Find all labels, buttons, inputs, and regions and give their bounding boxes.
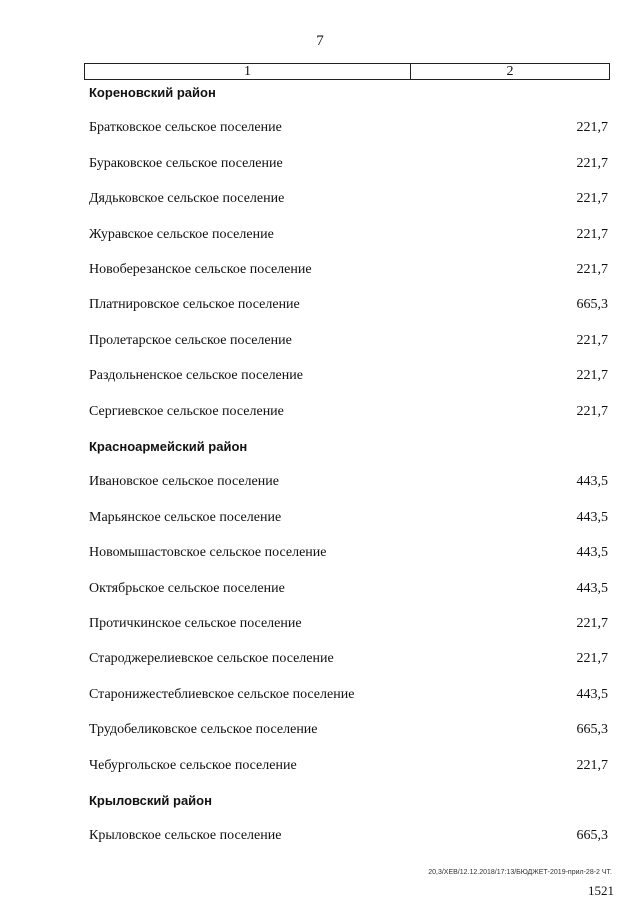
settlement-name: Новоберезанское сельское поселение bbox=[89, 262, 312, 277]
settlement-value: 443,5 bbox=[576, 580, 608, 596]
settlement-value: 221,7 bbox=[576, 368, 608, 384]
settlement-name: Раздольненское сельское поселение bbox=[89, 368, 303, 384]
settlement-name: Журавское сельское поселение bbox=[89, 226, 274, 242]
settlement-value: 221,7 bbox=[576, 616, 608, 631]
settlement-name: Октябрьское сельское поселение bbox=[89, 580, 285, 596]
table-row bbox=[89, 615, 608, 633]
table-row bbox=[89, 650, 608, 668]
settlement-name: Новомышастовское сельское поселение bbox=[89, 545, 327, 561]
district-heading bbox=[89, 84, 608, 102]
district-name: Красноармейский район bbox=[89, 439, 248, 454]
table-row bbox=[89, 226, 608, 244]
settlement-value: 221,7 bbox=[576, 651, 608, 667]
settlement-value: 221,7 bbox=[576, 262, 608, 277]
header-col-2: 2 bbox=[506, 64, 514, 79]
page-number: 7 bbox=[316, 33, 324, 49]
settlement-name: Бураковское сельское поселение bbox=[89, 155, 283, 171]
settlement-value: 221,7 bbox=[576, 332, 608, 348]
settlement-name: Трудобеликовское сельское поселение bbox=[89, 722, 318, 738]
settlement-name: Ивановское сельское поселение bbox=[89, 474, 279, 490]
table-row bbox=[89, 367, 608, 385]
settlement-value: 443,5 bbox=[576, 686, 608, 702]
settlement-name: Платнировское сельское поселение bbox=[89, 297, 300, 313]
table-row bbox=[89, 686, 608, 704]
table-row bbox=[89, 544, 608, 562]
settlement-value: 221,7 bbox=[576, 155, 608, 171]
district-heading bbox=[89, 438, 608, 456]
settlement-value: 221,7 bbox=[576, 757, 608, 773]
table-row bbox=[89, 261, 608, 279]
table-row bbox=[89, 332, 608, 350]
district-name: Крыловский район bbox=[89, 793, 212, 808]
settlement-value: 443,5 bbox=[576, 545, 608, 561]
table-row bbox=[89, 721, 608, 739]
settlement-value: 221,7 bbox=[576, 120, 608, 136]
settlement-value: 221,7 bbox=[576, 403, 608, 419]
table-row bbox=[89, 190, 608, 208]
settlement-value: 443,5 bbox=[576, 509, 608, 525]
settlement-value: 665,3 bbox=[576, 297, 608, 313]
settlement-value: 221,7 bbox=[576, 226, 608, 242]
table-row bbox=[89, 296, 608, 314]
document-code: 20,3/ХЕВ/12.12.2018/17:13/БЮДЖЕТ-2019-прил-28-2 ЧТ. bbox=[428, 869, 612, 876]
table-row bbox=[89, 119, 608, 137]
settlement-value: 665,3 bbox=[576, 722, 608, 738]
settlement-value: 443,5 bbox=[576, 474, 608, 490]
settlement-value: 221,7 bbox=[576, 191, 608, 207]
settlement-name: Пролетарское сельское поселение bbox=[89, 332, 292, 348]
settlement-name: Марьянское сельское поселение bbox=[89, 509, 282, 525]
table-row bbox=[89, 403, 608, 421]
header-col-1: 1 bbox=[85, 64, 411, 79]
district-heading bbox=[89, 792, 608, 810]
settlement-name: Крыловское сельское поселение bbox=[89, 828, 282, 844]
settlement-name: Сергиевское сельское поселение bbox=[89, 403, 284, 419]
table-row bbox=[89, 509, 608, 527]
table-row bbox=[89, 827, 608, 845]
table-header bbox=[84, 63, 610, 80]
settlement-name: Старонижестеблиевское сельское поселение bbox=[89, 686, 355, 702]
settlement-name: Протичкинское сельское поселение bbox=[89, 616, 302, 631]
sheet-number: 1521 bbox=[588, 883, 614, 898]
settlement-value: 665,3 bbox=[576, 828, 608, 844]
table-row bbox=[89, 580, 608, 598]
settlement-name: Дядьковское сельское поселение bbox=[89, 191, 285, 207]
district-name: Кореновский район bbox=[89, 85, 216, 100]
table-row bbox=[89, 473, 608, 491]
settlement-name: Братковское сельское поселение bbox=[89, 120, 282, 136]
table-row bbox=[89, 757, 608, 775]
settlement-name: Староджерелиевское сельское поселение bbox=[89, 651, 334, 667]
table-row bbox=[89, 155, 608, 173]
settlement-name: Чебургольское сельское поселение bbox=[89, 757, 297, 773]
